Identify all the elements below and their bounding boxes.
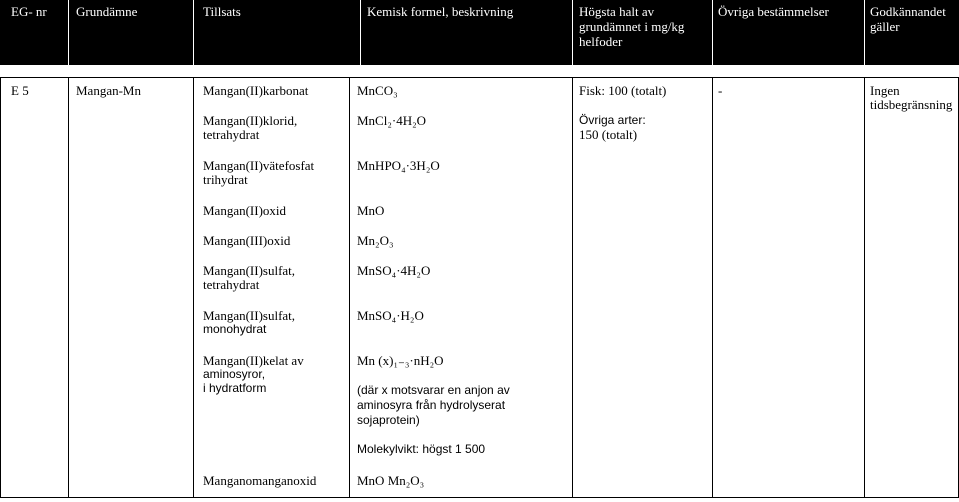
ovriga-bestammelser-cell: -: [718, 83, 723, 98]
header-godk-line1: Godkännandet: [870, 4, 946, 19]
eg-nr-cell: E 5: [11, 83, 29, 98]
header-hogsta-line3: helfoder: [579, 34, 623, 49]
header-godk-line2: gäller: [870, 19, 900, 34]
additive-name-line3: i hydratform: [203, 381, 267, 395]
header-divider: [712, 0, 713, 65]
header-grundamne: Grundämne: [76, 4, 138, 19]
body-top-border: [0, 77, 959, 78]
body-divider: [349, 77, 350, 498]
body-divider: [193, 77, 194, 498]
body-divider: [864, 77, 865, 498]
additive-name: Mangan(II)vätefosfat: [203, 158, 315, 173]
additive-description-line3: sojaprotein): [357, 413, 420, 427]
hogsta-fisk: Fisk: 100 (totalt): [579, 83, 667, 98]
grundamne-cell: Mangan-Mn: [76, 83, 141, 98]
additive-formula: MnCl₂·4H₂O: [357, 113, 427, 128]
header-formel: Kemisk formel, beskrivning: [367, 4, 514, 19]
additive-name-line2: monohydrat: [203, 322, 267, 336]
header-hogsta-line1: Högsta halt av: [579, 4, 655, 19]
additive-description-line1: (där x motsvarar en anjon av: [357, 383, 510, 397]
body-bottom-border: [0, 497, 959, 498]
additive-name: Mangan(II)kelat av: [203, 353, 304, 368]
additive-formula: MnCO₃: [357, 83, 398, 98]
additive-formula: MnO Mn₂O₃: [357, 473, 425, 488]
additive-name-line2: aminosyror,: [203, 367, 266, 381]
additive-formula: MnO: [357, 203, 385, 218]
header-eg-nr: EG- nr: [11, 4, 47, 19]
hogsta-ovriga-label: Övriga arter:: [579, 113, 646, 127]
header-hogsta-halt: [579, 4, 684, 49]
additive-formula: Mn₂O₃: [357, 233, 394, 248]
header-ovriga: Övriga bestämmelser: [718, 4, 829, 19]
header-divider: [864, 0, 865, 65]
body-divider: [68, 77, 69, 498]
additive-molecular-weight: Molekylvikt: högst 1 500: [357, 442, 486, 456]
header-divider: [572, 0, 573, 65]
additive-name: Mangan(II)karbonat: [203, 83, 309, 98]
godkannandet-cell-line1: Ingen: [870, 83, 900, 98]
additive-name: Mangan(III)oxid: [203, 233, 291, 248]
hogsta-ovriga-value: 150 (totalt): [579, 127, 638, 142]
additive-name: Mangan(II)oxid: [203, 203, 287, 218]
additive-name: Mangan(II)sulfat,: [203, 308, 296, 323]
godkannandet-cell-line2: tidsbegränsning: [870, 97, 953, 112]
additive-name-line2: trihydrat: [203, 172, 248, 187]
additive-name-line2: tetrahydrat: [203, 277, 260, 292]
header-godkannandet: [870, 4, 946, 34]
additive-name: Mangan(II)sulfat,: [203, 263, 296, 278]
additive-name-line2: tetrahydrat: [203, 127, 260, 142]
header-divider: [193, 0, 194, 65]
additive-formula: MnSO₄·H₂O: [357, 308, 424, 323]
additive-formula: MnHPO₄·3H₂O: [357, 158, 440, 173]
additive-name: Manganomanganoxid: [203, 473, 317, 488]
header-divider: [360, 0, 361, 65]
body-divider: [712, 77, 713, 498]
additive-formula: Mn (x)₁₋₃·nH₂O: [357, 353, 444, 368]
header-hogsta-line2: grundämnet i mg/kg: [579, 19, 685, 34]
body-divider: [572, 77, 573, 498]
body-left-border: [0, 77, 1, 498]
additive-description-line2: aminosyra från hydrolyserat: [357, 398, 506, 412]
additive-formula: MnSO₄·4H₂O: [357, 263, 431, 278]
header-divider: [68, 0, 69, 65]
additive-name: Mangan(II)klorid,: [203, 113, 298, 128]
header-tillsats: Tillsats: [203, 4, 241, 19]
